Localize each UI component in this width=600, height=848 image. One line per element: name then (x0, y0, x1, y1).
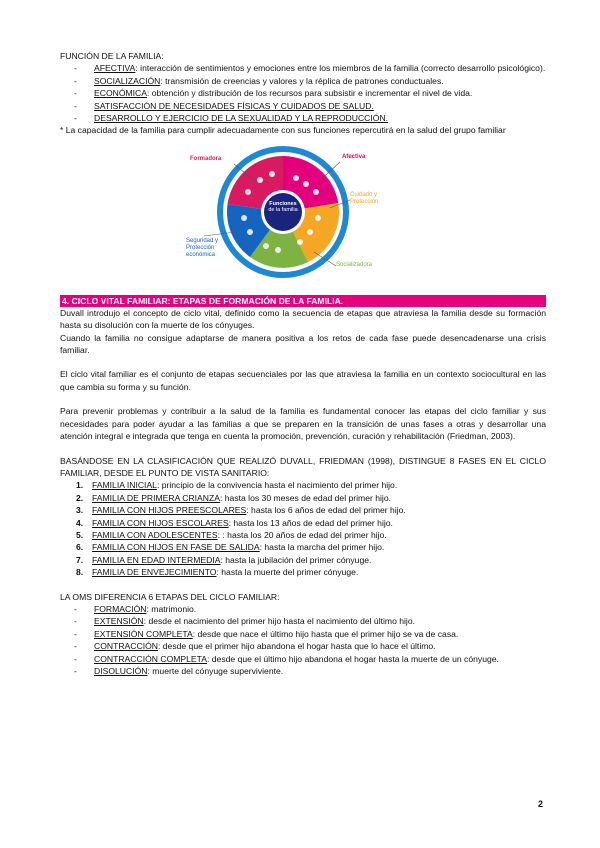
spacer (60, 443, 546, 455)
section-title-funcion: FUNCIÓN DE LA FAMILIA: (60, 51, 164, 61)
label-afectiva: Afectiva (342, 153, 366, 160)
list-item (60, 100, 546, 112)
description: : hasta los 13 años de edad del primer hijo. (228, 517, 393, 528)
description: : principio de la convivencia hasta el nacimiento del primer hijo. (156, 480, 398, 491)
list-item (60, 517, 546, 529)
paragraph-crisis: Cuando la familia no consigue adaptarse de manera positiva a los retos de cada fase puede desencadenarse una crisis familiar. (60, 332, 546, 356)
term: AFECTIVA (94, 63, 136, 74)
term: SOCIALIZACIÓN (94, 75, 161, 86)
term: FAMILIA DE ENVEJECIMIENTO (92, 567, 217, 578)
note-text: * La capacidad de la familia para cumplir adecuadamente con sus funciones repercutirá en la salud del grupo familiar (60, 125, 506, 136)
term: EXTENSIÓN (94, 616, 144, 627)
term: CONTRACCIÓN (94, 641, 158, 652)
description: : desde que el primer hijo abandona el hogar hasta que lo hace el último. (157, 641, 436, 652)
list-item (60, 112, 546, 124)
item-number: 7. (76, 554, 84, 565)
term: DESARROLLO Y EJERCICIO DE LA SEXUALIDAD Y LA REPRODUCCIÓN. (94, 113, 389, 124)
spacer (60, 579, 546, 591)
description: : desde que el último hijo abandona el hogar hasta la muerte de un cónyuge. (207, 653, 499, 664)
spacer (60, 393, 546, 405)
description: : desde que nace el último hijo hasta que el primer hijo se va de casa. (192, 628, 459, 639)
term: ECONÓMICA (94, 88, 147, 99)
label-formadora: Formadora (190, 155, 222, 162)
description: : matrimonio. (146, 603, 197, 614)
list-item (60, 566, 546, 578)
description: : hasta los 6 años de edad del primer hijo. (246, 505, 406, 516)
list-item (60, 665, 546, 677)
description: : hasta los 30 meses de edad del primer hijo. (219, 492, 391, 503)
list-item (60, 628, 546, 640)
page-content (60, 50, 546, 677)
list-item (60, 479, 546, 491)
description: : hasta la jubilación del primer cónyuge. (220, 554, 372, 565)
description: : transmisión de creencias y valores y la réplica de patrones conductuales. (160, 75, 444, 86)
list-item (60, 615, 546, 627)
list-item (60, 640, 546, 652)
section-title-friedman: BASÁNDOSE EN LA CLASIFICACIÓN QUE REALIZÓ DUVALL, FRIEDMAN (1998), DISTINGUE 8 FASES EN EL CICLO FAMILIAR, DESDE EL PUNTO DE VISTA SANITARIO: (60, 455, 546, 478)
description: : muerte del cónyuge superviviente. (147, 666, 284, 676)
family-functions-diagram (178, 142, 388, 282)
oms-stages-list (60, 603, 546, 677)
term: FAMILIA EN EDAD INTERMEDIA (92, 554, 221, 565)
list-item (60, 75, 546, 87)
list-item (60, 541, 546, 553)
term: SATISFACCIÓN DE NECESIDADES FÍSICAS Y CUIDADOS DE SALUD. (94, 100, 374, 111)
term: FORMACIÓN (94, 603, 147, 614)
label-socializadora: Socializadora (336, 261, 373, 268)
term: DISOLUCIÓN (94, 666, 148, 676)
term: FAMILIA CON HIJOS ESCOLARES (92, 517, 229, 528)
description: : interacción de sentimientos y emociones entre los miembros de la familia (correcto desarrollo psicológico). (135, 63, 546, 74)
term: FAMILIA CON HIJOS PREESCOLARES (92, 505, 247, 516)
item-number: 4. (76, 517, 84, 528)
item-number: 2. (76, 492, 84, 503)
list-item (60, 492, 546, 504)
term: EXTENSIÓN COMPLETA (94, 628, 193, 639)
list-item (60, 554, 546, 566)
item-number: 3. (76, 505, 84, 516)
term: FAMILIA INICIAL (92, 480, 157, 491)
term: FAMILIA CON ADOLESCENTES (92, 529, 218, 540)
description: : : hasta los 20 años de edad del primer hijo. (217, 529, 387, 540)
item-number: 8. (76, 567, 84, 578)
diagram-center-label (262, 201, 304, 213)
description: : desde el nacimiento del primer hijo hasta el nacimiento del último hijo. (143, 616, 415, 627)
list-item (60, 603, 546, 615)
description: : hasta la marcha del primer hijo. (259, 542, 385, 553)
term: FAMILIA CON HIJOS EN FASE DE SALIDA (92, 542, 260, 553)
list-item (60, 87, 546, 99)
item-number: 6. (76, 542, 84, 553)
paragraph-ciclo-vital: El ciclo vital familiar es el conjunto de etapas secuenciales por las que atraviesa la familia en un contexto sociocultural en las que cambia su forma y su función. (60, 369, 546, 392)
item-number: 5. (76, 529, 84, 540)
label-cuidado: Cuidado y Protección (350, 191, 379, 205)
term: CONTRACCIÓN COMPLETA (94, 653, 207, 664)
section-title-oms: LA OMS DIFERENCIA 6 ETAPAS DEL CICLO FAMILIAR: (60, 591, 280, 602)
spacer (60, 356, 546, 368)
list-item (60, 62, 546, 74)
list-item (60, 504, 546, 516)
label-seguridad: Seguridad y Protección económica (186, 237, 219, 258)
paragraph-prevenir: Para prevenir problemas y contribuir a la salud de la familia es fundamental conocer las etapas del ciclo familiar y sus necesidades para poder ayudar a las familias a que se preparen en la transición de unas fases a otras y desarrollar una atención integral e integrada que tenga en cuenta la promoción, prevención, curación y rehabilitación (Friedman, 2003). (60, 406, 546, 442)
description: : hasta la muerte del primer cónyuge. (216, 567, 359, 578)
term: FAMILIA DE PRIMERA CRIANZA (92, 492, 220, 503)
center-subtitle: de la familia (268, 206, 298, 213)
center-title: Funciones (269, 200, 297, 207)
section-title-ciclo: 4. CICLO VITAL FAMILIAR: ETAPAS DE FORMACIÓN DE LA FAMILIA. (60, 295, 546, 307)
list-item (60, 529, 546, 541)
funcion-list (60, 62, 546, 124)
item-number: 1. (76, 480, 84, 491)
paragraph-duvall: Duvall introdujo el concepto de ciclo vital, definido como la secuencia de etapas que atraviesa la familia desde su formación hasta su disolución con la muerte de los cónyuges. (60, 307, 546, 331)
page-number: 2 (538, 799, 544, 809)
friedman-phases-list (60, 479, 546, 578)
description: : obtención y distribución de los recursos para subsistir e incrementar el nivel de vida. (147, 88, 473, 99)
list-item (60, 653, 546, 665)
